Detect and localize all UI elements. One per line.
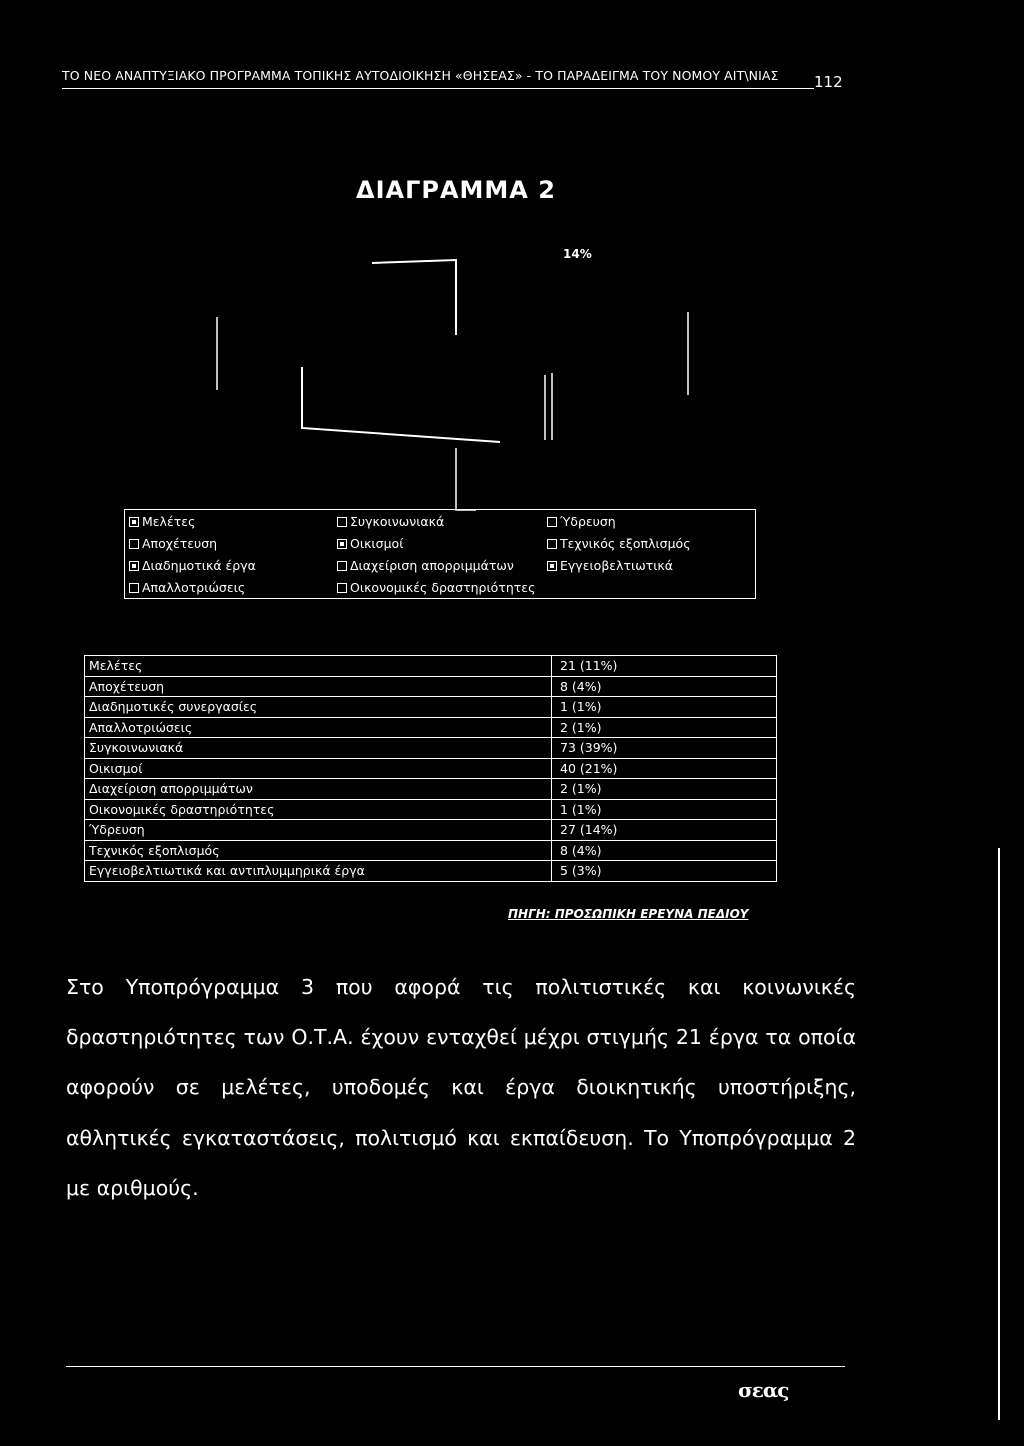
legend-swatch [337, 561, 347, 571]
row-value: 21 (11%) [552, 656, 777, 677]
row-label: Αποχέτευση [85, 676, 552, 697]
row-value: 8 (4%) [552, 840, 777, 861]
body-text [66, 962, 856, 1213]
legend-label: Μελέτες [142, 514, 196, 529]
legend-label: Διαδημοτικά έργα [142, 558, 256, 573]
legend-label: Διαχείριση απορριμμάτων [350, 558, 514, 573]
table-row [85, 758, 777, 779]
data-table [84, 655, 777, 882]
table-row [85, 656, 777, 677]
legend-swatch [129, 583, 139, 593]
legend-swatch [547, 517, 557, 527]
row-value: 8 (4%) [552, 676, 777, 697]
legend-swatch [129, 561, 139, 571]
legend-item [547, 536, 691, 551]
row-value: 1 (1%) [552, 697, 777, 718]
footer-rule [66, 1366, 845, 1367]
running-header [62, 68, 842, 83]
row-value: 5 (3%) [552, 861, 777, 882]
legend-label: Οικονομικές δραστηριότητες [350, 580, 536, 595]
legend-item [129, 558, 256, 573]
table-row [85, 779, 777, 800]
row-label: Εγγειοβελτιωτικά και αντιπλυμμηρικά έργα [85, 861, 552, 882]
row-label: Απαλλοτριώσεις [85, 717, 552, 738]
table-source: ΠΗΓΗ: ΠΡΟΣΩΠΙΚΗ ΕΡΕΥΝΑ ΠΕΔΙΟΥ [508, 907, 749, 921]
row-label: Μελέτες [85, 656, 552, 677]
footer-logo: σεας [738, 1378, 789, 1402]
header-rule [62, 88, 814, 89]
table-row [85, 717, 777, 738]
legend-item [547, 558, 673, 573]
legend-label: Οικισμοί [350, 536, 404, 551]
row-label: Διαχείριση απορριμμάτων [85, 779, 552, 800]
row-label: Τεχνικός εξοπλισμός [85, 840, 552, 861]
row-value: 1 (1%) [552, 799, 777, 820]
margin-rule [998, 848, 1000, 1420]
legend-swatch [337, 517, 347, 527]
legend-swatch [547, 539, 557, 549]
row-value: 40 (21%) [552, 758, 777, 779]
legend-label: Αποχέτευση [142, 536, 218, 551]
row-value: 2 (1%) [552, 717, 777, 738]
table-row [85, 738, 777, 759]
outline-segment [372, 260, 456, 335]
legend-item [129, 514, 195, 529]
row-label: Οικονομικές δραστηριότητες [85, 799, 552, 820]
table-row [85, 861, 777, 882]
legend-swatch [129, 517, 139, 527]
row-label: Οικισμοί [85, 758, 552, 779]
body-paragraph: Στο Υποπρόγραμμα 3 που αφορά τις πολιτιστικές και κοινωνικές δραστηριότητες των Ο.Τ.Α. έχουν ενταχθεί μέχρι στιγμής 21 έργα τα οποία αφορούν σε μελέτες, υποδομές και έργα διοικητικής υποστήριξης, αθλητικές εγκαταστάσεις, πολιτισμό και εκπαίδευση. Το Υποπρόγραμμα 2 με αριθμούς. [66, 975, 856, 1200]
legend-item [129, 536, 217, 551]
legend-item [337, 514, 444, 529]
legend-swatch [129, 539, 139, 549]
legend-label: Τεχνικός εξοπλισμός [560, 536, 691, 551]
legend-label: Ύδρευση [560, 514, 616, 529]
legend-label: Εγγειοβελτιωτικά [560, 558, 674, 573]
row-label: Συγκοινωνιακά [85, 738, 552, 759]
legend-item [129, 580, 245, 595]
legend-item [337, 580, 535, 595]
table-row [85, 820, 777, 841]
legend-item [547, 514, 616, 529]
legend-swatch [337, 539, 347, 549]
legend-label: Συγκοινωνιακά [350, 514, 445, 529]
row-value: 2 (1%) [552, 779, 777, 800]
page-number: 112 [814, 73, 843, 91]
legend-swatch [547, 561, 557, 571]
outline-segment [456, 448, 476, 510]
diagram-title: ΔΙΑΓΡΑΜΜΑ 2 [356, 176, 556, 204]
row-value: 73 (39%) [552, 738, 777, 759]
row-label: Διαδημοτικές συνεργασίες [85, 697, 552, 718]
legend [124, 509, 756, 599]
table-row [85, 697, 777, 718]
row-value: 27 (14%) [552, 820, 777, 841]
legend-label: Απαλλοτριώσεις [142, 580, 246, 595]
legend-item [337, 558, 514, 573]
row-label: Ύδρευση [85, 820, 552, 841]
running-title: ΤΟ ΝΕΟ ΑΝΑΠΤΥΞΙΑΚΟ ΠΡΟΓΡΑΜΜΑ ΤΟΠΙΚΗΣ ΑΥΤΟΔΙΟΙΚΗΣΗ «ΘΗΣΕΑΣ» - ΤΟ ΠΑΡΑΔΕΙΓΜΑ ΤΟΥ ΝΟΜΟΥ ΑΙΤ\ΝΙΑΣ [62, 68, 779, 83]
table-row [85, 676, 777, 697]
percent-label: 14% [563, 247, 592, 261]
legend-item [337, 536, 403, 551]
outline-segment [302, 367, 500, 442]
table-row [85, 840, 777, 861]
table-row [85, 799, 777, 820]
legend-swatch [337, 583, 347, 593]
